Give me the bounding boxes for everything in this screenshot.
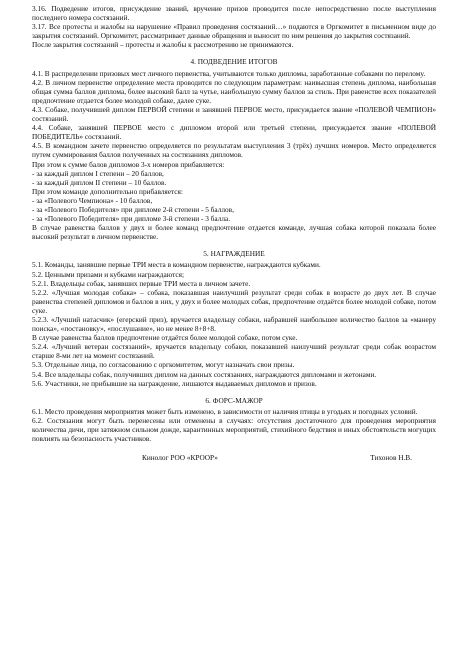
signature-left: Кинолог РОО «КРООР» <box>142 453 218 463</box>
paragraph-4-1: 4.1. В распределении призовых мест личного первенства, учитываются только дипломы, заработанные собаками по перелому. <box>32 68 426 78</box>
list-line: При этом команде дополнительно прибавляется: <box>32 186 183 196</box>
paragraph-5-2: 5.2. Ценными призами и кубками награждаются; <box>32 269 184 279</box>
section-title-4: 4. ПОДВЕДЕНИЕ ИТОГОВ <box>190 57 278 67</box>
list-line: - за каждый диплом I степени – 20 баллов, <box>32 168 164 178</box>
paragraph-4-5: 4.5. В командном зачете первенство определяется по результатам выступления 3 (трёх) лучших номеров. Место определяется путем суммирования баллов полученных на состязаниях дипломов. <box>32 141 436 160</box>
paragraph-5-2-3-tie: В случае равенства баллов предпочтение отдаётся более молодой собаке, потом суке. <box>32 333 298 343</box>
paragraph-4-3: 4.3. Собаке, получившей диплом ПЕРВОЙ степени и занявшей ПЕРВОЕ место, присуждается звание «ПОЛЕВОЙ ЧЕМПИОН» состязаний. <box>32 104 436 124</box>
paragraph-5-2-3: 5.2.3. «Лучший натасчик» (егерский приз), вручается владельцу собаки, набравшей наибольшее количество баллов за «манеру поиска», «постановку», «послушание», но не менее 8+8+8. <box>32 315 436 334</box>
paragraph-after-closing: После закрытия состязаний – протесты и жалобы к рассмотрению не принимаются. <box>32 40 294 50</box>
list-line: - за «Полевого Победителя» при дипломе 3-й степени - 3 балла. <box>32 214 231 224</box>
list-line: - за каждый диплом II степени – 10 баллов. <box>32 177 167 187</box>
list-line: - за «Полевого Чемпиона» - 10 баллов, <box>32 195 153 205</box>
section-title-5: 5. НАГРАЖДЕНИЕ <box>203 249 265 259</box>
paragraph-4-4: 4.4. Собаке, занявшей ПЕРВОЕ место с дипломом второй или третьей степени, присуждается звание «ПОЛЕВОЙ ПОБЕДИТЕЛЬ» состязаний. <box>32 123 436 142</box>
paragraph-6-1: 6.1. Место проведения мероприятия может быть изменено, в зависимости от наличия птицы в угодьях и погодных условий. <box>32 406 418 416</box>
paragraph-5-3: 5.3. Отдельные лица, по согласованию с оргкомитетом, могут назначать свои призы. <box>32 360 295 370</box>
paragraph-6-2: 6.2. Состязания могут быть перенесены или отменены в случаях: отсутствия достаточного для проведения мероприятия количества дичи, при затяжном сильном дожде, карантинных мероприятий, стихийного бедствия и иных обстоятельств могущих повлиять на безопасность участников. <box>32 415 436 444</box>
signature-line <box>32 453 436 462</box>
paragraph-5-2-2: 5.2.2. «Лучшая молодая собака» – собака, показавшая наилучший результат среди собак в возрасте до двух лет. В случае равенства степеней дипломов и баллов в них, у двух и более молодых собак, предпочтение отдаётся более молодой собаке, потом суке. <box>32 287 436 315</box>
signature-right: Тихонов Н.В. <box>370 453 412 463</box>
paragraph-5-2-1: 5.2.1. Владельцы собак, занявших первые ТРИ места в личном зачете. <box>32 278 251 288</box>
paragraph-5-6: 5.6. Участники, не прибывшие на награждение, лишаются выдаваемых дипломов и призов. <box>32 378 317 388</box>
list-line: При этом к сумме балов дипломов 3-х номеров прибавляется: <box>32 159 225 169</box>
paragraph-5-4: 5.4. Все владельцы собак, получивших диплом на данных состязаниях, награждаются дипломами и жетонами. <box>32 369 377 379</box>
paragraph-3-16: 3.16. Подведение итогов, присуждение званий, вручение призов проводится после непосредственно после выступления последнего номера состязаний. <box>32 4 436 23</box>
list-line: - за «Полевого Победителя» при дипломе 2-й степени - 5 баллов, <box>32 204 234 214</box>
paragraph-team-tie: В случае равенства баллов у двух и более команд предпочтение отдается команде, лучшая собака которой показала более высокий результат в личном первенстве. <box>32 223 436 242</box>
section-title-6: 6. ФОРС-МАЖОР <box>205 395 263 405</box>
paragraph-3-17: 3.17. Все протесты и жалобы на нарушение «Правил проведения состязаний…» подаются в Оргкомитет в письменном виде до закрытия состязаний. Оргкомитет, рассматривает данные обращения и выносит по ним решения до закрытия состязаний. <box>32 22 436 41</box>
paragraph-4-2: 4.2. В личном первенстве определение места проводится по следующим параметрам: наивысшая степень диплома, наибольшая общая сумма баллов диплома, более высокий балл за чутье, наибольшую сумму баллов за стиль. При равенстве всех показателей предпочтение отдается более молодой собаке, далее суке. <box>32 77 436 105</box>
paragraph-5-2-4: 5.2.4. «Лучший ветеран состязаний», вручается владельцу собаки, показавшей наилучший результат среди собак возрастом старше 8-ми лет на момент состязаний. <box>32 342 436 361</box>
paragraph-5-1: 5.1. Команды, занявшие первые ТРИ места в командном первенстве, награждаются кубками. <box>32 260 321 270</box>
